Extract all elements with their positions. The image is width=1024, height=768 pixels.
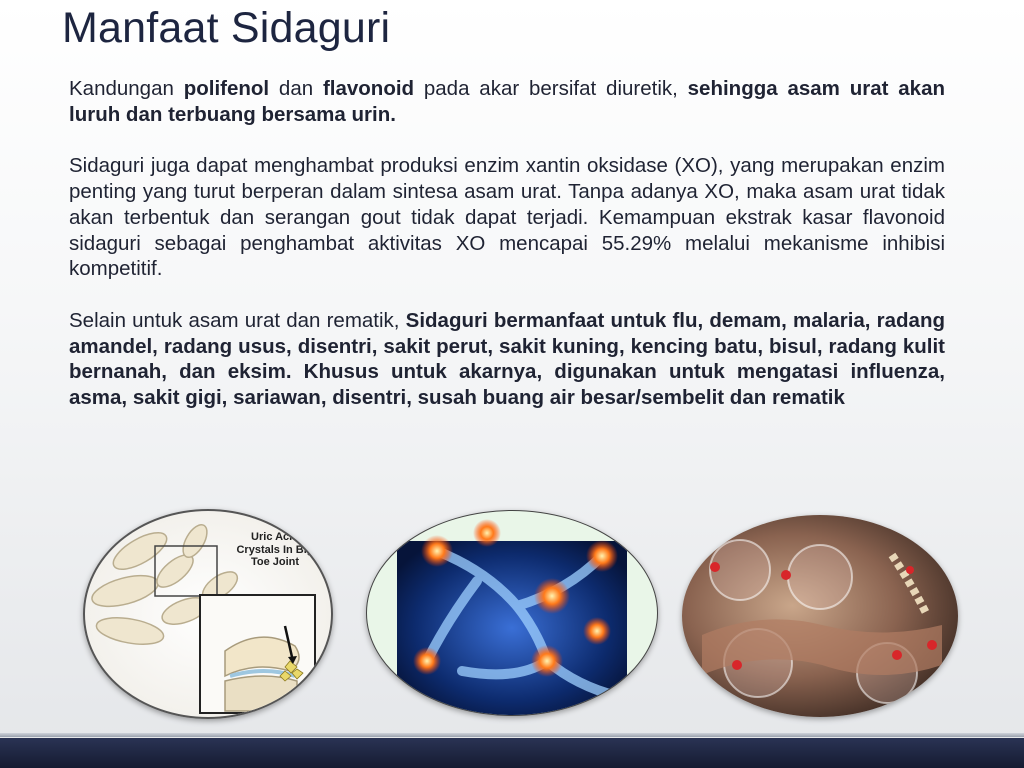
skeleton-graphic <box>367 511 657 715</box>
text-segment: dan <box>269 77 323 100</box>
bold-term-polifenol: polifenol <box>183 77 270 100</box>
paragraph-xo-inhibition: Sidaguri juga dapat menghambat produksi enzim xantin oksidase (XO), yang merupakan enzim penting yang turut berperan dalam sintesa asam urat. Tanpa adanya XO, maka asam urat tidak akan terbentuk dan serangan gout tidak dapat terjadi. Kemampuan ekstrak kasar flavonoid sidaguri sebagai penghambat aktivitas XO mencapai 55.29% melalui mekanisme inhibisi kompetitif. <box>69 154 945 281</box>
uric-acid-label: Uric Acid Crystals In Big Toe Joint <box>236 531 314 568</box>
glowing-joints-illustration <box>366 510 658 716</box>
text-segment: Selain untuk asam urat dan rematik, <box>69 308 406 332</box>
joint-pain-graphic <box>682 515 958 717</box>
text-segment: Kandungan <box>69 77 184 100</box>
paragraph-diuretic <box>69 76 945 127</box>
slide-title: Manfaat Sidaguri <box>62 4 391 52</box>
bold-benefits-list: Sidaguri bermanfaat untuk flu, demam, malaria, radang amandel, radang usus, disentri, sakit perut, sakit kuning, kencing batu, bisul, radang kulit bernanah, dan eksim. Khusus untuk akarnya, digunakan untuk mengatasi influenza, asma, sakit gigi, sariawan, disentri, susah buang air besar/sembelit dan rematik <box>69 308 945 410</box>
footer-divider <box>0 733 1024 737</box>
footer-bar <box>0 738 1024 768</box>
bold-term-flavonoid: flavonoid <box>322 77 415 100</box>
bold-conclusion: sehingga asam urat akan luruh dan terbuang bersama urin. <box>69 77 945 126</box>
text-segment: pada akar bersifat diuretik, <box>414 77 688 100</box>
paragraph-other-benefits <box>69 308 945 411</box>
foot-uric-acid-illustration <box>83 509 333 719</box>
joint-pain-illustration <box>682 515 958 717</box>
slide-body <box>69 76 945 411</box>
